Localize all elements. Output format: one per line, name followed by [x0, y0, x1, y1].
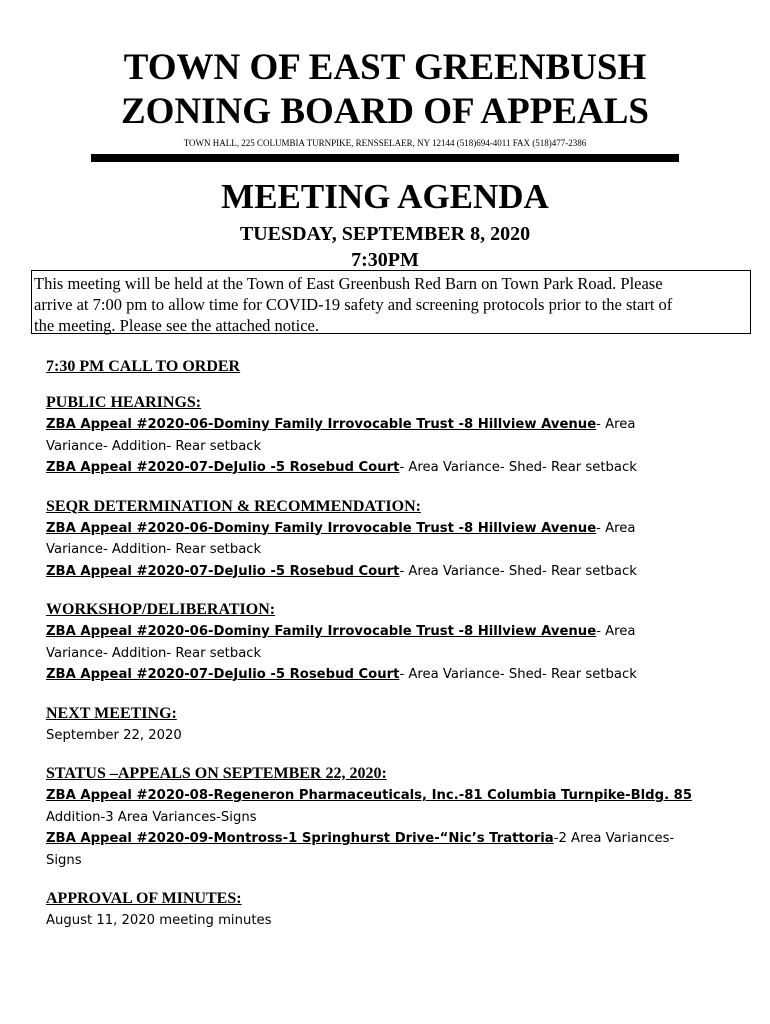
section-status [46, 763, 746, 871]
header-board-name: ZONING BOARD OF APPEALS [121, 91, 649, 132]
appeal-description: - Area Variance- Shed- Rear setback [399, 563, 637, 579]
appeal-description: - Area [596, 520, 636, 536]
section-heading: STATUS –APPEALS ON SEPTEMBER 22, 2020: [46, 765, 387, 782]
appeal-reference: ZBA Appeal #2020-08-Regeneron Pharmaceuticals, Inc.-81 Columbia Turnpike-Bldg. 85 [46, 788, 693, 803]
header-divider [91, 154, 679, 162]
agenda-item [46, 828, 746, 850]
agenda-item-continued: Variance- Addition- Rear setback [46, 542, 262, 557]
appeal-description: - Area Variance- Shed- Rear setback [399, 667, 637, 682]
appeal-reference: ZBA Appeal #2020-07-DeJulio -5 Rosebud Court [46, 460, 400, 475]
section-heading: SEQR DETERMINATION & RECOMMENDATION: [46, 497, 421, 515]
appeal-description: - Area [596, 624, 636, 639]
appeal-reference: ZBA Appeal #2020-07-DeJulio -5 Rosebud Court [46, 667, 400, 682]
section-public-hearings [46, 392, 746, 479]
appeal-reference: ZBA Appeal #2020-06-Dominy Family Irrovocable Trust -8 Hillview Avenue [46, 417, 597, 432]
section-heading: NEXT MEETING: [46, 704, 177, 722]
agenda-item [46, 621, 746, 643]
appeal-description: - Area Variance- Shed- Rear setback [399, 460, 637, 475]
header-town-name: TOWN OF EAST GREENBUSH [123, 47, 647, 88]
agenda-item [46, 561, 746, 583]
agenda-item [46, 414, 746, 436]
section-workshop [46, 599, 746, 686]
meeting-date: TUESDAY, SEPTEMBER 8, 2020 [239, 223, 531, 245]
notice-line: This meeting will be held at the Town of East Greenbush Red Barn on Town Park Road. Please [34, 274, 663, 293]
section-heading: APPROVAL OF MINUTES: [46, 890, 242, 907]
agenda-item [46, 457, 746, 479]
header-address: TOWN HALL, 225 COLUMBIA TURNPIKE, RENSSELAER, NY 12144 (518)694-4011 FAX (518)477-2386 [183, 138, 587, 148]
agenda-item [46, 664, 746, 686]
notice-line: arrive at 7:00 pm to allow time for COVID-19 safety and screening protocols prior to the start of [34, 295, 673, 314]
section-next-meeting [46, 703, 746, 747]
meeting-time: 7:30PM [351, 249, 419, 271]
section-call-to-order [46, 356, 746, 378]
agenda-item-continued: Signs [46, 852, 82, 868]
appeal-reference: ZBA Appeal #2020-09-Montross-1 Springhurst Drive-“Nic’s Trattoria [46, 831, 554, 846]
agenda-item-continued: Variance- Addition- Rear setback [46, 438, 262, 454]
section-seqr [46, 496, 746, 583]
agenda-body [46, 356, 746, 932]
notice-line: the meeting. Please see the attached notice. [34, 316, 319, 335]
appeal-reference: ZBA Appeal #2020-06-Dominy Family Irrovocable Trust -8 Hillview Avenue [46, 624, 597, 639]
agenda-item [46, 518, 746, 540]
minutes-description: August 11, 2020 meeting minutes [46, 913, 272, 928]
appeal-description: - Area [596, 417, 636, 432]
section-heading: WORKSHOP/DELIBERATION: [46, 601, 276, 618]
meeting-title: MEETING AGENDA [221, 177, 549, 216]
appeal-description: -2 Area Variances- [553, 831, 675, 846]
section-heading: PUBLIC HEARINGS: [46, 394, 202, 411]
agenda-item [46, 785, 746, 807]
agenda-item-continued: Addition-3 Area Variances-Signs [46, 809, 257, 825]
section-heading: 7:30 PM CALL TO ORDER [46, 358, 241, 375]
appeal-reference: ZBA Appeal #2020-07-DeJulio -5 Rosebud Court [46, 563, 400, 579]
covid-notice-box [31, 270, 751, 334]
appeal-reference: ZBA Appeal #2020-06-Dominy Family Irrovocable Trust -8 Hillview Avenue [46, 520, 597, 536]
section-minutes [46, 888, 746, 932]
next-meeting-date: September 22, 2020 [46, 727, 182, 743]
agenda-item-continued: Variance- Addition- Rear setback [46, 645, 262, 661]
